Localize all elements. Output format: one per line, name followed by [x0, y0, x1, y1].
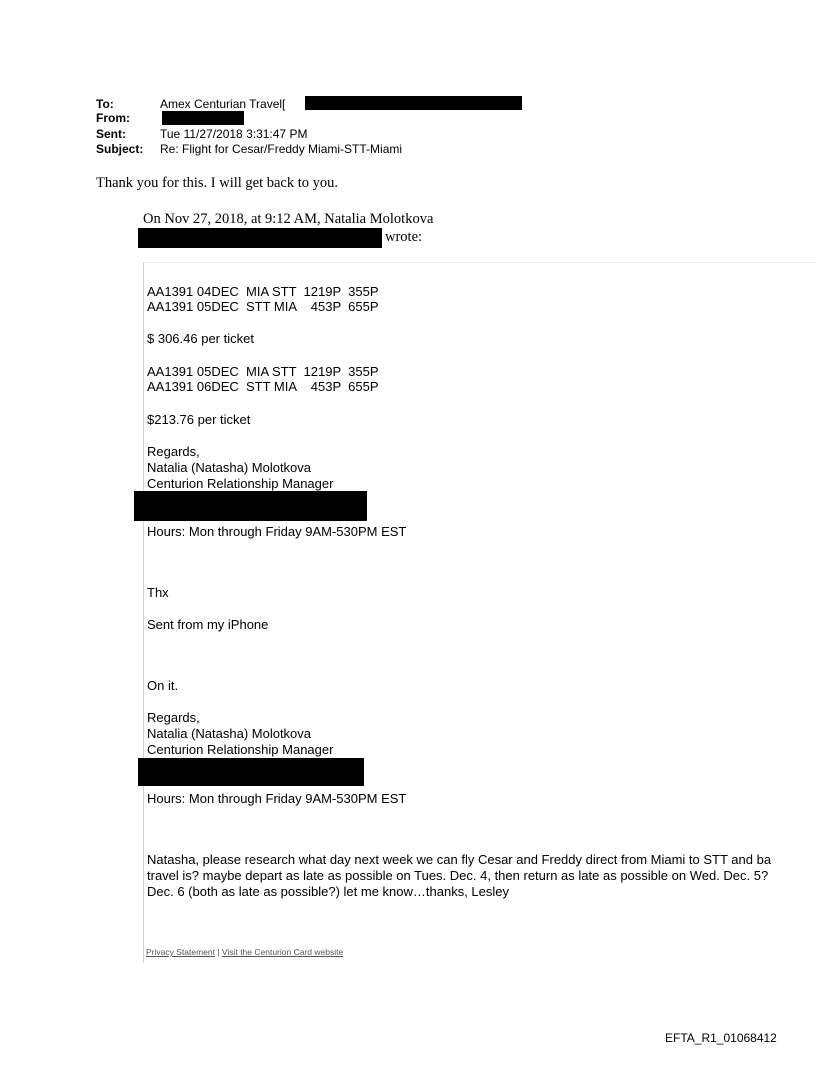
subject-label: Subject:	[96, 142, 144, 156]
attribution-line: On Nov 27, 2018, at 9:12 AM, Natalia Molotkova	[143, 211, 434, 227]
to-value: Amex Centurian Travel[	[160, 97, 286, 111]
request-line: travel is? maybe depart as late as possible on Tues. Dec. 4, then return as late as possible on Wed. Dec. 5?	[147, 868, 769, 883]
redaction-block	[134, 491, 367, 521]
sent-label: Sent:	[96, 127, 126, 141]
footer-separator: |	[214, 947, 222, 957]
document-id: EFTA_R1_01068412	[665, 1031, 777, 1045]
price-line: $ 306.46 per ticket	[147, 331, 254, 346]
hours-line: Hours: Mon through Friday 9AM-530PM EST	[147, 791, 407, 806]
signature-line: Natalia (Natasha) Molotkova	[147, 460, 312, 475]
signature-line: Natalia (Natasha) Molotkova	[147, 726, 312, 741]
sent-from-line: Sent from my iPhone	[147, 617, 269, 632]
request-line: Natasha, please research what day next week we can fly Cesar and Freddy direct from Miami to STT and ba	[147, 852, 772, 867]
signature-line: Centurion Relationship Manager	[147, 742, 334, 757]
signature-line: Regards,	[147, 710, 200, 725]
hours-line: Hours: Mon through Friday 9AM-530PM EST	[147, 524, 407, 539]
signature-line: Centurion Relationship Manager	[147, 476, 334, 491]
redaction-block	[162, 111, 244, 125]
flight-line: AA1391 04DEC MIA STT 1219P 355P	[147, 284, 379, 299]
signature-line: Regards,	[147, 444, 200, 459]
redaction-block	[305, 96, 522, 110]
privacy-statement-link[interactable]: Privacy Statement	[146, 947, 215, 957]
price-line: $213.76 per ticket	[147, 412, 251, 427]
flight-line: AA1391 06DEC STT MIA 453P 655P	[147, 379, 379, 394]
subject-value: Re: Flight for Cesar/Freddy Miami-STT-Miami	[160, 142, 403, 156]
redaction-block	[138, 228, 382, 248]
reply-text: Thank you for this. I will get back to you.	[96, 175, 339, 191]
request-line: Dec. 6 (both as late as possible?) let me know…thanks, Lesley	[147, 884, 510, 899]
redaction-block	[138, 758, 364, 786]
attribution-wrote: wrote:	[385, 229, 423, 245]
centurion-website-link[interactable]: Visit the Centurion Card website	[221, 947, 344, 957]
from-label: From:	[96, 111, 130, 125]
flight-line: AA1391 05DEC MIA STT 1219P 355P	[147, 364, 379, 379]
sent-value: Tue 11/27/2018 3:31:47 PM	[160, 127, 308, 141]
footer-links	[146, 942, 343, 960]
on-it-line: On it.	[147, 678, 179, 693]
flight-line: AA1391 05DEC STT MIA 453P 655P	[147, 299, 379, 314]
thx-line: Thx	[147, 585, 169, 600]
to-label: To:	[96, 97, 114, 111]
